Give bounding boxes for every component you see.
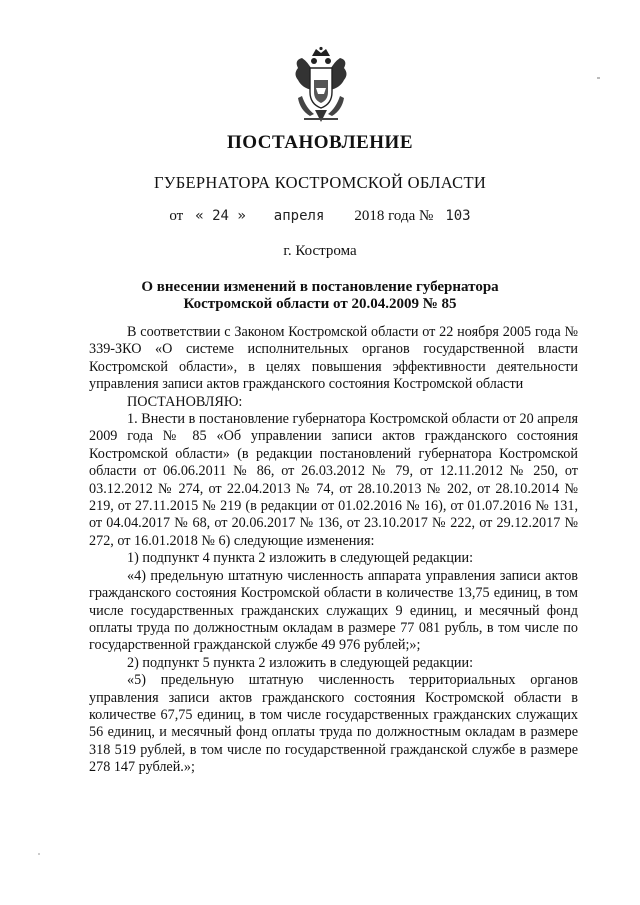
document-number: 103 bbox=[445, 208, 471, 224]
scan-speck bbox=[597, 77, 600, 79]
heading-line-2: Костромской области от 20.04.2009 № 85 bbox=[183, 296, 457, 312]
paragraph-decree: ПОСТАНОВЛЯЮ: bbox=[127, 393, 243, 410]
issuer-line: ГУБЕРНАТОРА КОСТРОМСКОЙ ОБЛАСТИ bbox=[153, 173, 487, 192]
paragraph-quote-4: «4) предельную штатную численность аппарата управления записи актов гражданского состояния Костромской области в количестве 13,75 единиц, в том числе государственных гражданских служащих 9 единиц, и месячный фонд оплаты труда по должностным окладам в размере 77 081 рубль, в том числе по государственной гражданской службе 49 976 рублей;»; bbox=[89, 567, 578, 654]
document-body bbox=[89, 324, 578, 777]
paragraph-subitem-2: 2) подпункт 5 пункта 2 изложить в следующей редакции: bbox=[127, 654, 474, 671]
heading-line-1: О внесении изменений в постановление губернатора bbox=[141, 279, 499, 295]
paragraph-subitem-1: 1) подпункт 4 пункта 2 изложить в следующей редакции: bbox=[127, 550, 474, 567]
date-prefix: от bbox=[169, 208, 184, 224]
paragraph-quote-5: «5) предельную штатную численность территориальных органов управления записи актов гражданского состояния Костромской области в количестве 67,75 единиц, в том числе государственных гражданских служащих 56 единиц, и месячный фонд оплаты труда по должностным окладам в размере 318 519 рублей, в том числе по государственной гражданской службе в размере 278 147 рублей.»; bbox=[89, 672, 578, 776]
document-heading bbox=[0, 279, 640, 313]
paragraph-preamble: В соответствии с Законом Костромской области от 22 ноября 2005 года № 339-ЗКО «О системе исполнительных органов государственной власти Костромской области», в целях повышения эффективности деятельности управления записи актов гражданского состояния Костромской области bbox=[89, 324, 578, 393]
document-title: ПОСТАНОВЛЕНИЕ bbox=[226, 132, 414, 153]
coat-of-arms-icon bbox=[290, 46, 352, 124]
date-day: « 24 » bbox=[195, 208, 246, 224]
scan-speck bbox=[38, 853, 40, 855]
paragraph-item-1: 1. Внести в постановление губернатора Костромской области от 20 апреля 2009 года № 85 «Об управлении записи актов гражданского состояния Костромской области» (в редакции постановлений губернатора Костромской области от 06.06.2011 № 86, от 26.03.2012 № 79, от 12.11.2012 № 250, от 03.12.2012 № 274, от 22.04.2013 № 74, от 28.10.2013 № 202, от 28.10.2014 № 219, от 27.11.2015 № 219 (в редакции от 01.02.2016 № 16), от 01.07.2016 № 131, от 04.04.2017 № 68, от 20.06.2017 № 136, от 23.10.2017 № 222, от 29.12.2017 № 272, от 16.01.2018 № 6) следующие изменения: bbox=[89, 411, 578, 549]
date-year: 2018 года № bbox=[354, 208, 434, 224]
city-line: г. Кострома bbox=[283, 243, 357, 259]
date-month: апреля bbox=[273, 208, 325, 224]
date-line bbox=[0, 208, 640, 225]
